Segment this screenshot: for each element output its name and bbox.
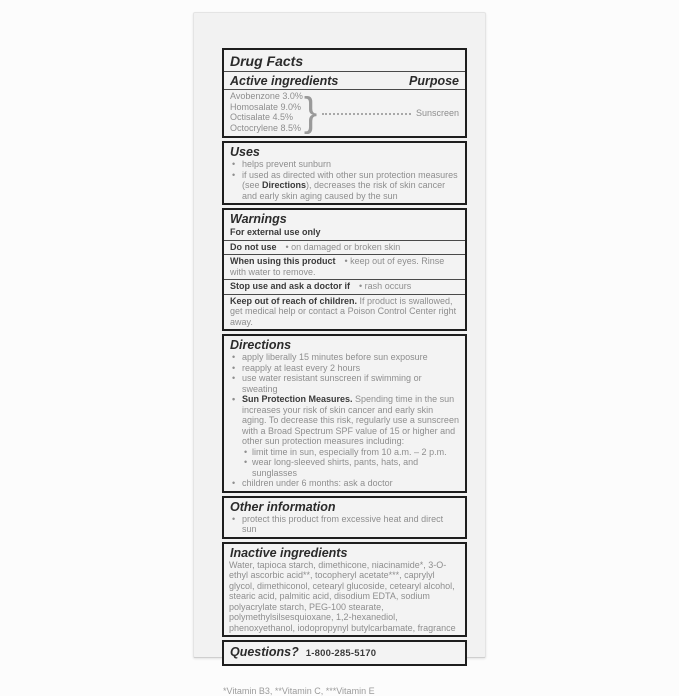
active-ingredients-heading: Active ingredients xyxy=(230,74,339,88)
list-item: • apply liberally 15 minutes before sun exposure xyxy=(232,352,428,362)
active-ingredient: Octocrylene 8.5% xyxy=(230,122,302,133)
warning-do-not-use: Do not use • on damaged or broken skin xyxy=(224,241,465,256)
active-ingredients-header-row xyxy=(224,72,465,90)
list-item-sun-protection: • Sun Protection Measures. Spending time in the sun increases your risk of skin cancer and early skin aging. To decrease this risk, regularly use a sunscreen with a Broad Spectrum SPF value of 15 or higher and other sun protection measures including: xyxy=(232,394,459,446)
bullet-icon: • xyxy=(244,457,248,467)
bullet-icon: • xyxy=(232,478,236,488)
warning-stop-use: Stop use and ask a doctor if • rash occurs xyxy=(224,280,465,295)
bullet-icon: • xyxy=(232,169,236,180)
section-directions xyxy=(222,334,467,493)
warnings-heading: Warnings xyxy=(230,212,287,226)
list-item: • helps prevent sunburn xyxy=(232,159,332,169)
uses-heading: Uses xyxy=(230,145,260,159)
other-information-heading: Other information xyxy=(230,499,336,514)
questions-phone-number: 1-800-285-5170 xyxy=(305,648,377,659)
inactive-ingredients-text: Water, tapioca starch, dimethicone, niacinamide*, 3-O-ethyl ascorbic acid**, tocopheryl acetate***, caprylyl glycol, dimethiconol, cetearyl glucoside, cetearyl alcohol, stearic acid, palmitic acid, disodium EDTA, sodium polyacrylate starch, PEG-100 stearate, polymethylsilsesquioxane, 1,2-hexanediol, phenoxyethanol, iodopropynyl butylcarbamate, fragrance xyxy=(229,559,456,633)
section-warnings xyxy=(222,208,467,331)
purpose-heading: Purpose xyxy=(408,74,459,88)
inactive-ingredients-heading: Inactive ingredients xyxy=(230,545,348,560)
list-item: • use water resistant sunscreen if swimming or sweating xyxy=(232,373,422,394)
active-ingredient: Octisalate 4.5% xyxy=(230,112,294,122)
questions-row xyxy=(224,642,465,664)
section-uses xyxy=(222,141,467,205)
list-item xyxy=(224,170,465,202)
section-inactive-ingredients xyxy=(222,542,467,638)
list-item: • protect this product from excessive heat and direct sun xyxy=(232,513,444,534)
dotted-leader xyxy=(322,113,411,115)
list-item: • children under 6 months: ask a doctor xyxy=(232,478,393,488)
purpose-value: Sunscreen xyxy=(415,108,459,119)
brace-glyph: } xyxy=(303,89,318,135)
bullet-icon: • xyxy=(232,159,236,169)
bullet-icon: • xyxy=(232,373,236,383)
bullet-icon: • xyxy=(232,513,236,524)
product-back-panel xyxy=(193,12,486,696)
section-active-ingredients xyxy=(222,48,467,138)
directions-heading: Directions xyxy=(230,338,292,352)
active-ingredient-list xyxy=(230,91,303,133)
drug-facts-panel xyxy=(222,48,467,696)
warning-external-use: For external use only xyxy=(224,226,465,241)
sub-list-item: • limit time in sun, especially from 10 a.m. – 2 p.m. xyxy=(244,446,447,457)
drug-facts-title: Drug Facts xyxy=(224,50,465,72)
bullet-icon: • xyxy=(232,352,236,362)
section-other-information xyxy=(222,496,467,539)
active-ingredient: Avobenzone 3.0% xyxy=(230,91,303,101)
uses-bullet-rich: if used as directed with other sun protection measures (see Directions), decreases the risk of skin cancer and early skin aging caused by the sun xyxy=(242,169,458,201)
bullet-icon: • xyxy=(232,394,236,404)
bullet-icon: • xyxy=(232,362,236,373)
bullet-icon: • xyxy=(244,446,248,457)
list-item: • reapply at least every 2 hours xyxy=(232,362,361,373)
warning-keep-out: Keep out of reach of children. If product is swallowed, get medical help or contact a Poison Control Center right away. xyxy=(230,295,457,327)
active-ingredient: Homosalate 9.0% xyxy=(230,101,302,112)
sub-list-item: • wear long-sleeved shirts, pants, hats, and sunglasses xyxy=(244,457,419,478)
warning-when-using: When using this product • keep out of eyes. Rinse with water to remove. xyxy=(224,255,465,280)
active-ingredients-row xyxy=(224,90,465,136)
questions-heading: Questions? xyxy=(230,645,299,659)
footnote-vitamins: *Vitamin B3, **Vitamin C, ***Vitamin E xyxy=(223,685,375,696)
section-questions xyxy=(222,640,467,666)
